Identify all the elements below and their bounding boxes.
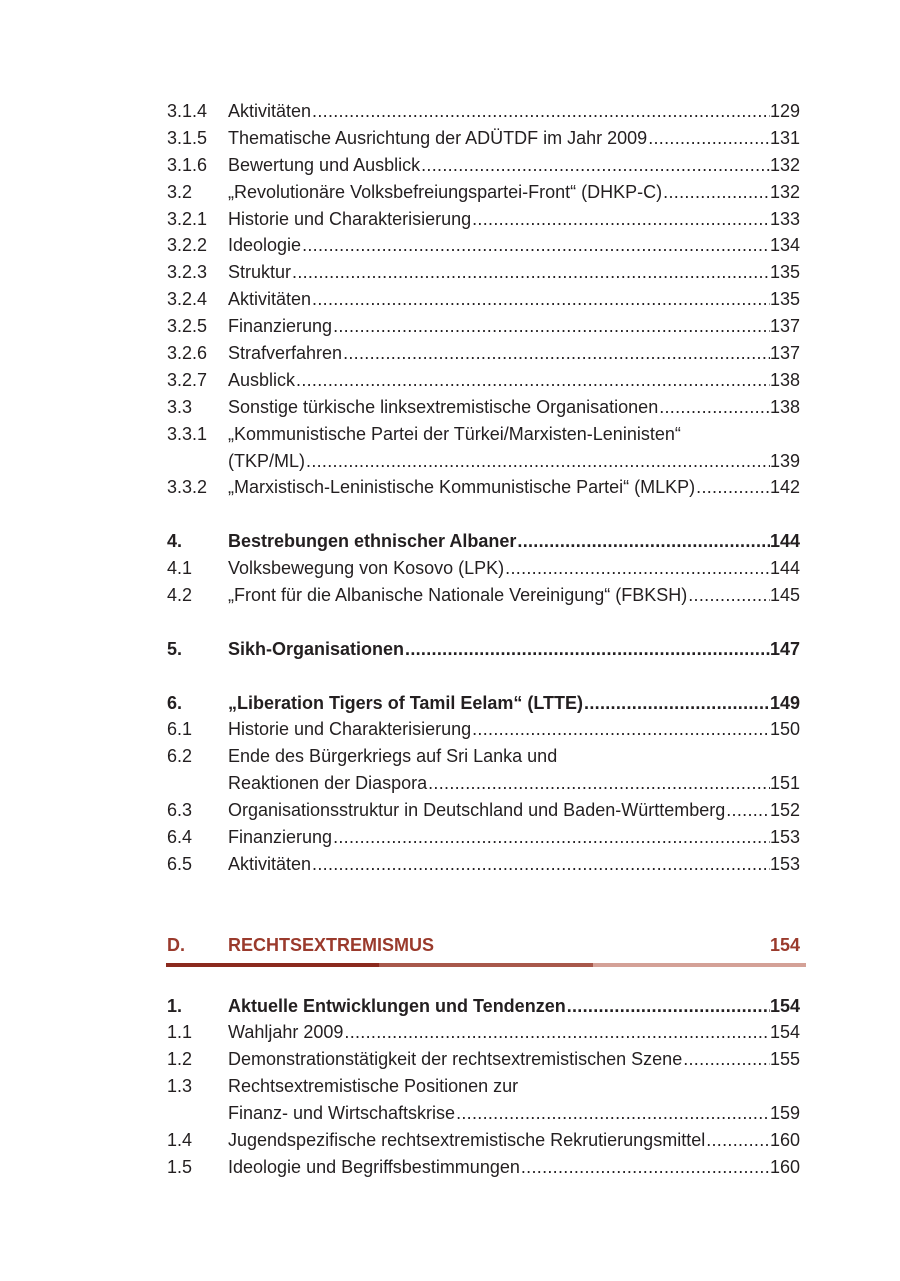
entry-title: Finanzierung	[228, 316, 333, 337]
entry-number: 3.3.2	[167, 477, 208, 498]
spacer	[167, 609, 800, 636]
dot-leader	[725, 797, 770, 824]
toc-entry-line	[167, 555, 800, 582]
entry-page: 160	[769, 1156, 800, 1177]
toc-entry[interactable]	[167, 286, 800, 313]
toc-entry-line	[167, 98, 800, 125]
entry-page: 159	[769, 1103, 800, 1124]
toc-entry[interactable]	[167, 98, 800, 125]
dot-leader	[305, 448, 770, 475]
entry-title: Sonstige türkische linksextremistische Organisationen	[228, 396, 659, 417]
entry-page: 149	[769, 692, 800, 713]
entry-page: 132	[769, 154, 800, 175]
dot-leader	[471, 206, 770, 233]
toc-entry[interactable]	[167, 206, 800, 233]
entry-page: 145	[769, 585, 800, 606]
entry-title-line1: „Kommunistische Partei der Türkei/Marxisten-Leninisten“	[228, 423, 681, 444]
entry-title: Ausblick	[228, 369, 296, 390]
entry-number	[167, 448, 228, 475]
entry-page: 154	[769, 995, 800, 1016]
section-heading-d[interactable]	[167, 932, 800, 959]
dot-leader	[295, 367, 770, 394]
dot-leader	[420, 152, 770, 179]
entry-title: Aktivitäten	[228, 289, 312, 310]
dot-leader	[658, 394, 770, 421]
toc-entry[interactable]	[167, 367, 800, 394]
entry-page: 142	[769, 477, 800, 498]
entry-number: 3.1.4	[167, 101, 208, 121]
entry-title: Historie und Charakterisierung	[228, 208, 472, 229]
toc-entry-line	[167, 797, 800, 824]
entry-title: Aktivitäten	[228, 101, 312, 121]
toc-entry-line	[167, 394, 800, 421]
toc-entry[interactable]	[167, 582, 800, 609]
dot-leader	[332, 824, 770, 851]
toc-entry-line	[167, 1046, 800, 1073]
section-number: D.	[167, 934, 185, 955]
toc-entry-line	[167, 232, 800, 259]
dot-leader	[427, 770, 770, 797]
toc-entry-line	[167, 528, 800, 555]
entry-page: 152	[769, 800, 800, 821]
entry-page: 135	[769, 289, 800, 310]
entry-title: Reaktionen der Diaspora	[228, 773, 428, 794]
entry-number: 1.4	[167, 1129, 193, 1150]
entry-title: Organisationsstruktur in Deutschland und Baden-Württemberg	[228, 800, 726, 821]
dot-leader	[695, 474, 770, 501]
toc-entry-line	[167, 636, 800, 663]
entry-number: 6.2	[167, 746, 193, 767]
toc-entry[interactable]	[167, 394, 800, 421]
toc-entry-line	[167, 206, 800, 233]
entry-page: 144	[769, 531, 800, 552]
toc-entry-line	[167, 582, 800, 609]
dot-leader	[647, 125, 770, 152]
entry-number: 6.	[167, 692, 183, 713]
dot-leader	[455, 1100, 770, 1127]
entry-number: 3.3	[167, 396, 193, 417]
entry-number: 3.1.5	[167, 127, 208, 148]
spacer	[167, 663, 800, 690]
entry-number: 6.3	[167, 800, 193, 821]
entry-page: 139	[769, 450, 800, 471]
entry-number: 1.1	[167, 1022, 193, 1043]
entry-title: Finanzierung	[228, 827, 333, 848]
toc-entry[interactable]	[167, 851, 800, 878]
entry-page: 137	[769, 343, 800, 364]
toc-entry-line	[167, 1019, 800, 1046]
entry-number: 1.	[167, 995, 183, 1016]
entry-page: 134	[769, 235, 800, 256]
toc-entry-line	[167, 824, 800, 851]
dot-leader	[342, 340, 770, 367]
dot-leader	[504, 555, 770, 582]
toc-entry[interactable]	[167, 313, 800, 340]
toc-entry[interactable]	[167, 993, 800, 1020]
dot-leader	[311, 98, 770, 125]
entry-title: Struktur	[228, 262, 292, 283]
dot-leader	[516, 528, 770, 555]
toc-entry[interactable]	[167, 716, 800, 743]
entry-number: 6.1	[167, 719, 193, 740]
toc-entry[interactable]	[167, 824, 800, 851]
toc-entry-line	[167, 770, 800, 797]
entry-page: 144	[769, 558, 800, 579]
dot-leader	[662, 179, 770, 206]
toc-entry[interactable]	[167, 1019, 800, 1046]
entry-number: 6.4	[167, 827, 193, 848]
entry-title: Jugendspezifische rechtsextremistische Rekrutierungsmittel	[228, 1129, 706, 1150]
entry-number: 3.2.6	[167, 343, 208, 364]
entry-title: „Marxistisch-Leninistische Kommunistische Partei“ (MLKP)	[228, 477, 696, 498]
entry-page: 154	[769, 1022, 800, 1043]
entry-title: Thematische Ausrichtung der ADÜTDF im Jahr 2009	[228, 127, 648, 148]
dot-leader	[471, 716, 770, 743]
entry-number: 1.5	[167, 1156, 193, 1177]
entry-number: 3.2.4	[167, 289, 208, 310]
entry-title: Bewertung und Ausblick	[228, 154, 421, 175]
toc-entry-line	[167, 448, 800, 475]
toc-entry-line	[167, 851, 800, 878]
entry-number: 3.2	[167, 181, 193, 202]
entry-title: Aktivitäten	[228, 853, 312, 874]
toc-entry[interactable]	[167, 690, 800, 717]
dot-leader	[566, 993, 770, 1020]
entry-title: (TKP/ML)	[228, 450, 306, 471]
entry-number: 4.1	[167, 558, 193, 579]
toc-entry-line	[167, 743, 800, 770]
entry-page: 160	[769, 1129, 800, 1150]
entry-page: 129	[769, 101, 800, 121]
entry-page: 133	[769, 208, 800, 229]
entry-title: „Revolutionäre Volksbefreiungspartei-Front“ (DHKP-C)	[228, 181, 663, 202]
toc-entry[interactable]	[167, 1073, 800, 1127]
toc-entry-line	[167, 259, 800, 286]
toc-entry-line	[167, 1127, 800, 1154]
section-page: 154	[769, 934, 800, 955]
entry-title: „Liberation Tigers of Tamil Eelam“ (LTTE)	[228, 692, 584, 713]
toc-entry-line	[167, 340, 800, 367]
entry-title: Ideologie	[228, 235, 302, 256]
dot-leader	[705, 1127, 770, 1154]
toc-entry[interactable]	[167, 340, 800, 367]
toc-entry-line	[167, 1073, 800, 1100]
entry-page: 150	[769, 719, 800, 740]
spacer	[167, 501, 800, 528]
entry-number	[167, 770, 228, 797]
entry-number: 1.3	[167, 1076, 193, 1097]
entry-title: Volksbewegung von Kosovo (LPK)	[228, 558, 505, 579]
dot-leader	[520, 1154, 770, 1181]
entry-title-line1: Rechtsextremistische Positionen zur	[228, 1076, 519, 1097]
entry-title: Aktuelle Entwicklungen und Tendenzen	[228, 995, 566, 1016]
entry-title: Sikh-Organisationen	[228, 638, 405, 659]
toc-entry-line	[167, 421, 800, 448]
toc-entry-line	[167, 716, 800, 743]
toc-entry-line	[167, 152, 800, 179]
toc-entry-line	[167, 179, 800, 206]
dot-leader	[311, 851, 770, 878]
dot-leader	[583, 690, 770, 717]
entry-title: Ideologie und Begriffsbestimmungen	[228, 1156, 520, 1177]
entry-number: 5.	[167, 638, 183, 659]
dot-leader	[291, 259, 770, 286]
entry-title: Finanz- und Wirtschaftskrise	[228, 1103, 456, 1124]
toc-entry[interactable]	[167, 1127, 800, 1154]
entry-title: Wahljahr 2009	[228, 1022, 344, 1043]
dot-leader	[687, 582, 770, 609]
dot-leader	[301, 232, 770, 259]
entry-number	[167, 1100, 228, 1127]
entry-title: Bestrebungen ethnischer Albaner	[228, 531, 517, 552]
entry-page: 138	[769, 396, 800, 417]
entry-number: 3.2.5	[167, 316, 208, 337]
entry-page: 153	[769, 853, 800, 874]
toc-entry[interactable]	[167, 125, 800, 152]
entry-number: 1.2	[167, 1049, 193, 1070]
toc-entry-line	[167, 474, 800, 501]
entry-number: 3.2.2	[167, 235, 208, 256]
toc-entry-line	[167, 313, 800, 340]
toc-entry[interactable]	[167, 743, 800, 797]
toc-entry-line	[167, 367, 800, 394]
section-title: RECHTSEXTREMISMUS	[228, 934, 435, 955]
entry-page: 153	[769, 827, 800, 848]
entry-page: 147	[769, 638, 800, 659]
entry-page: 138	[769, 369, 800, 390]
toc-entry-line	[167, 1154, 800, 1181]
toc-entry[interactable]	[167, 179, 800, 206]
entry-title-line1: Ende des Bürgerkriegs auf Sri Lanka und	[228, 746, 558, 767]
dot-leader	[343, 1019, 770, 1046]
entry-title: Demonstrationstätigkeit der rechtsextremistischen Szene	[228, 1049, 683, 1070]
entry-number: 6.5	[167, 853, 193, 874]
entry-page: 155	[769, 1049, 800, 1070]
table-of-contents	[167, 98, 800, 1181]
entry-number: 3.3.1	[167, 423, 208, 444]
dot-leader	[682, 1046, 770, 1073]
entry-title: „Front für die Albanische Nationale Vereinigung“ (FBKSH)	[228, 585, 688, 606]
toc-entry-line	[167, 1100, 800, 1127]
entry-page: 131	[769, 127, 800, 148]
toc-entry[interactable]	[167, 152, 800, 179]
toc-entry-line	[167, 286, 800, 313]
toc-entry[interactable]	[167, 1154, 800, 1181]
entry-number: 4.	[167, 531, 183, 552]
toc-entry[interactable]	[167, 474, 800, 501]
toc-entry-line	[167, 690, 800, 717]
toc-entry[interactable]	[167, 421, 800, 475]
dot-leader	[332, 313, 770, 340]
section-divider	[166, 963, 806, 967]
dot-leader	[404, 636, 770, 663]
toc-entry[interactable]	[167, 528, 800, 555]
dot-leader	[311, 286, 770, 313]
entry-number: 3.2.3	[167, 262, 208, 283]
entry-title: Strafverfahren	[228, 343, 343, 364]
entry-page: 151	[769, 773, 800, 794]
entry-page: 135	[769, 262, 800, 283]
toc-entry[interactable]	[167, 1046, 800, 1073]
toc-entry-line	[167, 993, 800, 1020]
toc-entry-line	[167, 125, 800, 152]
entry-page: 132	[769, 181, 800, 202]
toc-entry[interactable]	[167, 232, 800, 259]
toc-entry[interactable]	[167, 555, 800, 582]
entry-page: 137	[769, 316, 800, 337]
entry-number: 3.2.7	[167, 369, 208, 390]
toc-entry[interactable]	[167, 259, 800, 286]
entry-number: 3.1.6	[167, 154, 208, 175]
entry-title: Historie und Charakterisierung	[228, 719, 472, 740]
entry-number: 3.2.1	[167, 208, 208, 229]
toc-entry[interactable]	[167, 636, 800, 663]
entry-number: 4.2	[167, 585, 193, 606]
toc-entry[interactable]	[167, 797, 800, 824]
